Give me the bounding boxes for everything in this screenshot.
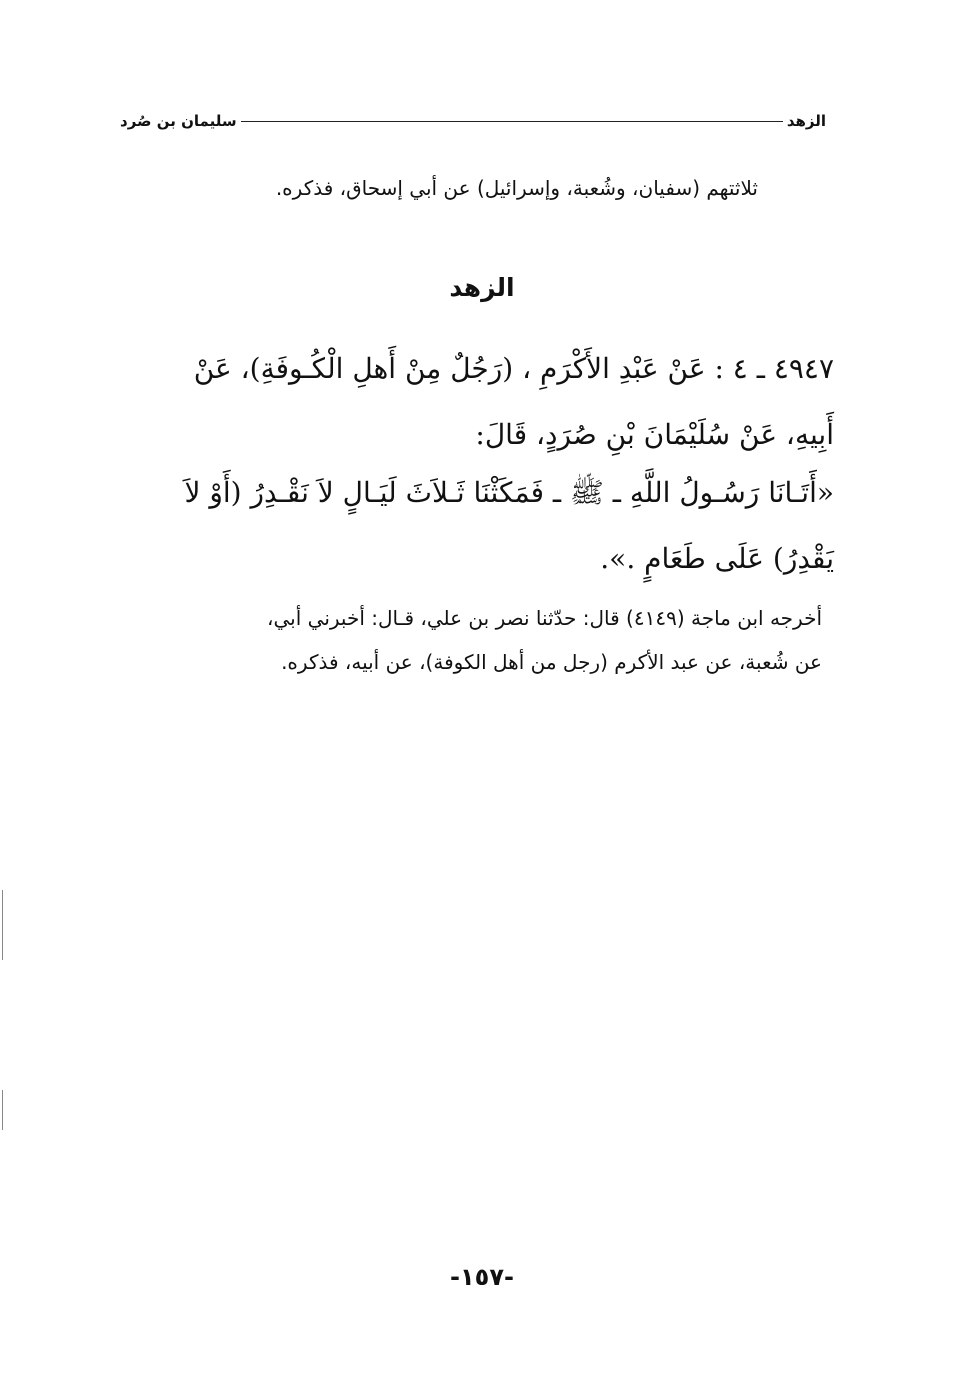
scan-margin-mark bbox=[2, 890, 3, 960]
page-number: -١٥٧- bbox=[450, 1263, 514, 1291]
hadith-line-4: يَقْدِرُ) عَلَى طَعَامٍ .». bbox=[600, 542, 834, 575]
header-chapter-title: الزهد bbox=[786, 112, 826, 130]
hadith-line-3: «أَتَـانَا رَسُـولُ اللَّهِ ـ ﷺ ـ فَمَكَثْنَا ثَـلاَثَ لَيَـالٍ لاَ نَقْـدِرُ (أَوْ لاَ bbox=[184, 476, 834, 509]
previous-text-line: ثلاثتهم (سفيان، وشُعبة، وإسرائيل) عن أبي إسحاق، فذكره. bbox=[275, 176, 758, 200]
header-narrator-name: سليمان بن صُرد bbox=[120, 112, 237, 130]
notes-line-1: أخرجه ابن ماجة (٤١٤٩) قال: حدّثنا نصر بن علي، قـال: أخبرني أبي، bbox=[267, 606, 822, 630]
header-rule bbox=[241, 121, 783, 122]
hadith-line-2: أَبِيهِ، عَنْ سُلَيْمَانَ بْنِ صُرَدٍ، قَالَ: bbox=[475, 418, 834, 451]
hadith-line-1: ٤٩٤٧ ـ ٤ : عَنْ عَبْدِ الأَكْرَمِ ، (رَجُلٌ مِنْ أَهلِ الْكُـوفَةِ)، عَنْ bbox=[193, 352, 834, 385]
notes-line-2: عن شُعبة، عن عبد الأكرم (رجل من أهل الكوفة)، عن أبيه، فذكره. bbox=[281, 650, 822, 674]
section-title: الزهد bbox=[449, 273, 515, 302]
scan-margin-mark bbox=[2, 1090, 3, 1130]
running-header bbox=[120, 106, 826, 136]
